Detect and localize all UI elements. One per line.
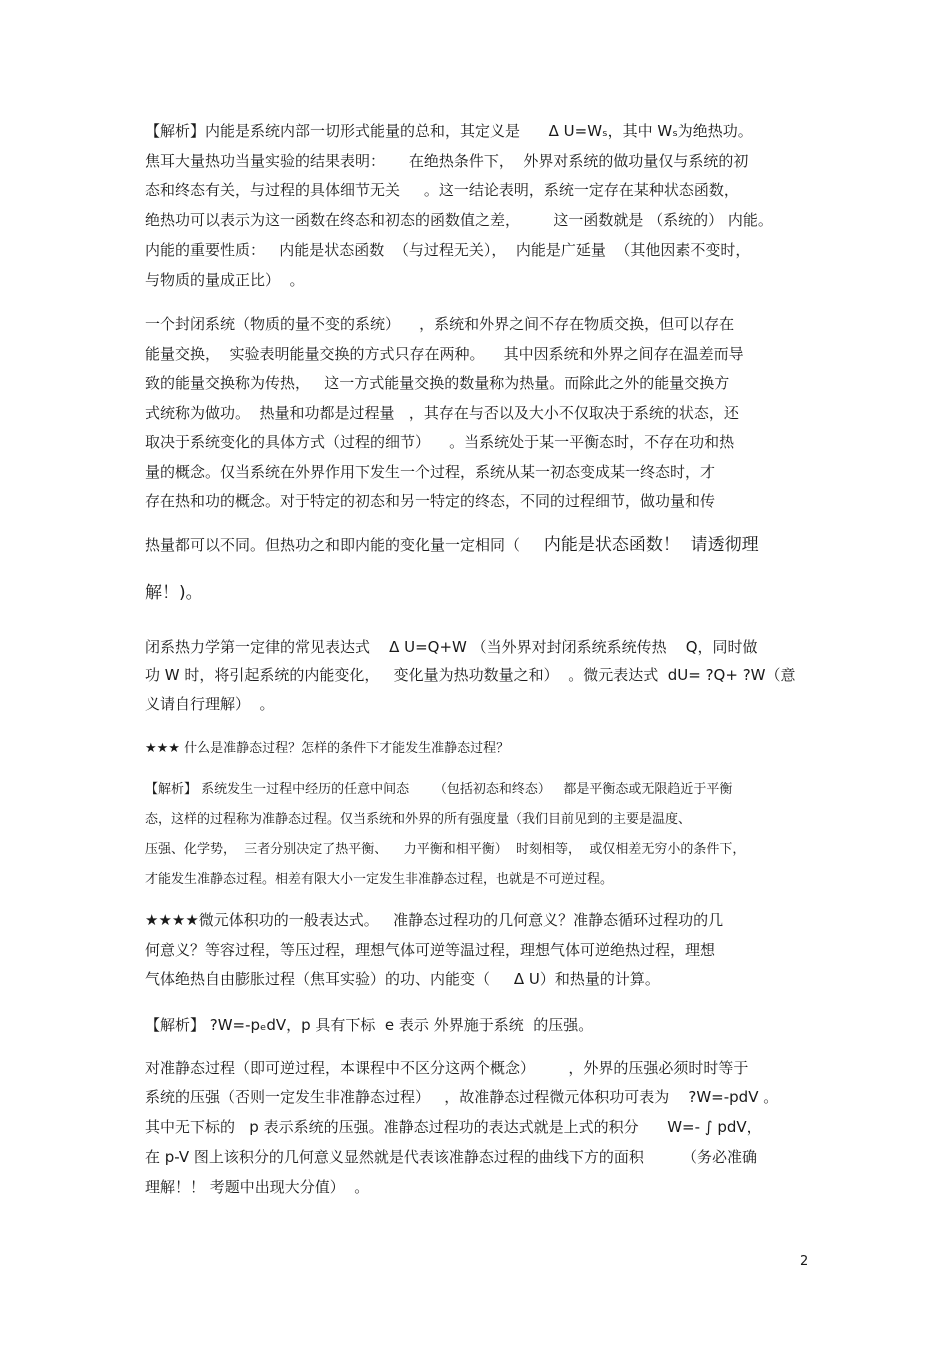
text-line: 【解析】 ?W=-pₑdV，p 具有下标 e 表示 外界施于系统 的压强。 bbox=[145, 1016, 594, 1034]
question-line: ★★★★微元体积功的一般表达式。 准静态过程功的几何意义？准静态循环过程功的几 bbox=[145, 911, 724, 929]
text-line: 一个封闭系统（物质的量不变的系统） ，系统和外界之间不存在物质交换，但可以存在 bbox=[145, 315, 735, 333]
text-line: 存在热和功的概念。对于特定的初态和另一特定的终态，不同的过程细节，做功量和传 bbox=[145, 492, 716, 510]
text-line bbox=[145, 535, 759, 555]
text-line: 式统称为做功。 热量和功都是过程量 ，其存在与否以及大小不仅取决于系统的状态，还 bbox=[145, 404, 739, 422]
text-run: 热量都可以不同。但热功之和即内能的变化量一定相同（ bbox=[145, 536, 544, 554]
text-line: 【解析】 系统发生一过程中经历的任意中间态 （包括初态和终态） 都是平衡态或无限趋近于平衡 bbox=[145, 782, 733, 797]
text-line: 闭系热力学第一定律的常见表达式 Δ U=Q+W （当外界对封闭系统系统传热 Q，同时做 bbox=[145, 638, 758, 656]
emphasis-text: 内能是状态函数！ 请透彻理 bbox=[543, 535, 759, 555]
text-line: 取决于系统变化的具体方式（过程的细节） 。当系统处于某一平衡态时，不存在功和热 bbox=[145, 433, 735, 451]
text-line: 能量交换， 实验表明能量交换的方式只存在两种。 其中因系统和外界之间存在温差而导 bbox=[145, 345, 744, 363]
text-line: 内能的重要性质： 内能是状态函数 （与过程无关）， 内能是广延量 （其他因素不变时， bbox=[145, 241, 751, 259]
text-line: 压强、化学势， 三者分别决定了热平衡、 力平衡和相平衡） 时刻相等， 或仅相差无穷小的条件下， bbox=[145, 842, 746, 857]
text-line: 才能发生准静态过程。相差有限大小一定发生非准静态过程，也就是不可逆过程。 bbox=[145, 872, 614, 887]
text-line: 与物质的量成正比） 。 bbox=[145, 271, 305, 289]
text-line: 【解析】内能是系统内部一切形式能量的总和，其定义是 Δ U=Wₛ，其中 Wₛ为绝热功。 bbox=[145, 122, 753, 140]
text-line: 义请自行理解） 。 bbox=[145, 695, 275, 713]
text-line: 其中无下标的 p 表示系统的压强。准静态过程功的表达式就是上式的积分 W=- ∫ pdV， bbox=[145, 1118, 762, 1136]
text-line: 态，这样的过程称为准静态过程。仅当系统和外界的所有强度量（我们目前见到的主要是温度、 bbox=[145, 812, 692, 827]
text-line: 解！)。 bbox=[145, 583, 203, 603]
text-line: 态和终态有关，与过程的具体细节无关 。这一结论表明，系统一定存在某种状态函数， bbox=[145, 181, 739, 199]
page-number: 2 bbox=[800, 1254, 809, 1269]
text-line: 量的概念。仅当系统在外界作用下发生一个过程，系统从某一初态变成某一终态时，才 bbox=[145, 463, 716, 481]
text-line: 对准静态过程（即可逆过程，本课程中不区分这两个概念） ，外界的压强必须时时等于 bbox=[145, 1059, 749, 1077]
question-line: 气体绝热自由膨胀过程（焦耳实验）的功、内能变（ Δ U）和热量的计算。 bbox=[145, 970, 660, 988]
text-line: 功 W 时，将引起系统的内能变化， 变化量为热功数量之和） 。微元表达式 dU= ?Q+ ?W（意 bbox=[145, 666, 796, 684]
text-line: 理解！！ 考题中出现大分值） 。 bbox=[145, 1178, 370, 1196]
text-line: 焦耳大量热功当量实验的结果表明： 在绝热条件下， 外界对系统的做功量仅与系统的初 bbox=[145, 152, 749, 170]
question-line: 何意义？等容过程，等压过程，理想气体可逆等温过程，理想气体可逆绝热过程，理想 bbox=[145, 941, 716, 959]
text-line: 绝热功可以表示为这一函数在终态和初态的函数值之差， 这一函数就是 （系统的） 内能。 bbox=[145, 211, 773, 229]
question-line: ★★★ 什么是准静态过程？怎样的条件下才能发生准静态过程？ bbox=[145, 741, 510, 756]
text-line: 致的能量交换称为传热， 这一方式能量交换的数量称为热量。而除此之外的能量交换方 bbox=[145, 374, 730, 392]
text-line: 在 p-V 图上该积分的几何意义显然就是代表该准静态过程的曲线下方的面积 （务必准确 bbox=[145, 1148, 758, 1166]
text-line: 系统的压强（否则一定发生非准静态过程） ，故准静态过程微元体积功可表为 ?W=-pdV 。 bbox=[145, 1088, 779, 1106]
